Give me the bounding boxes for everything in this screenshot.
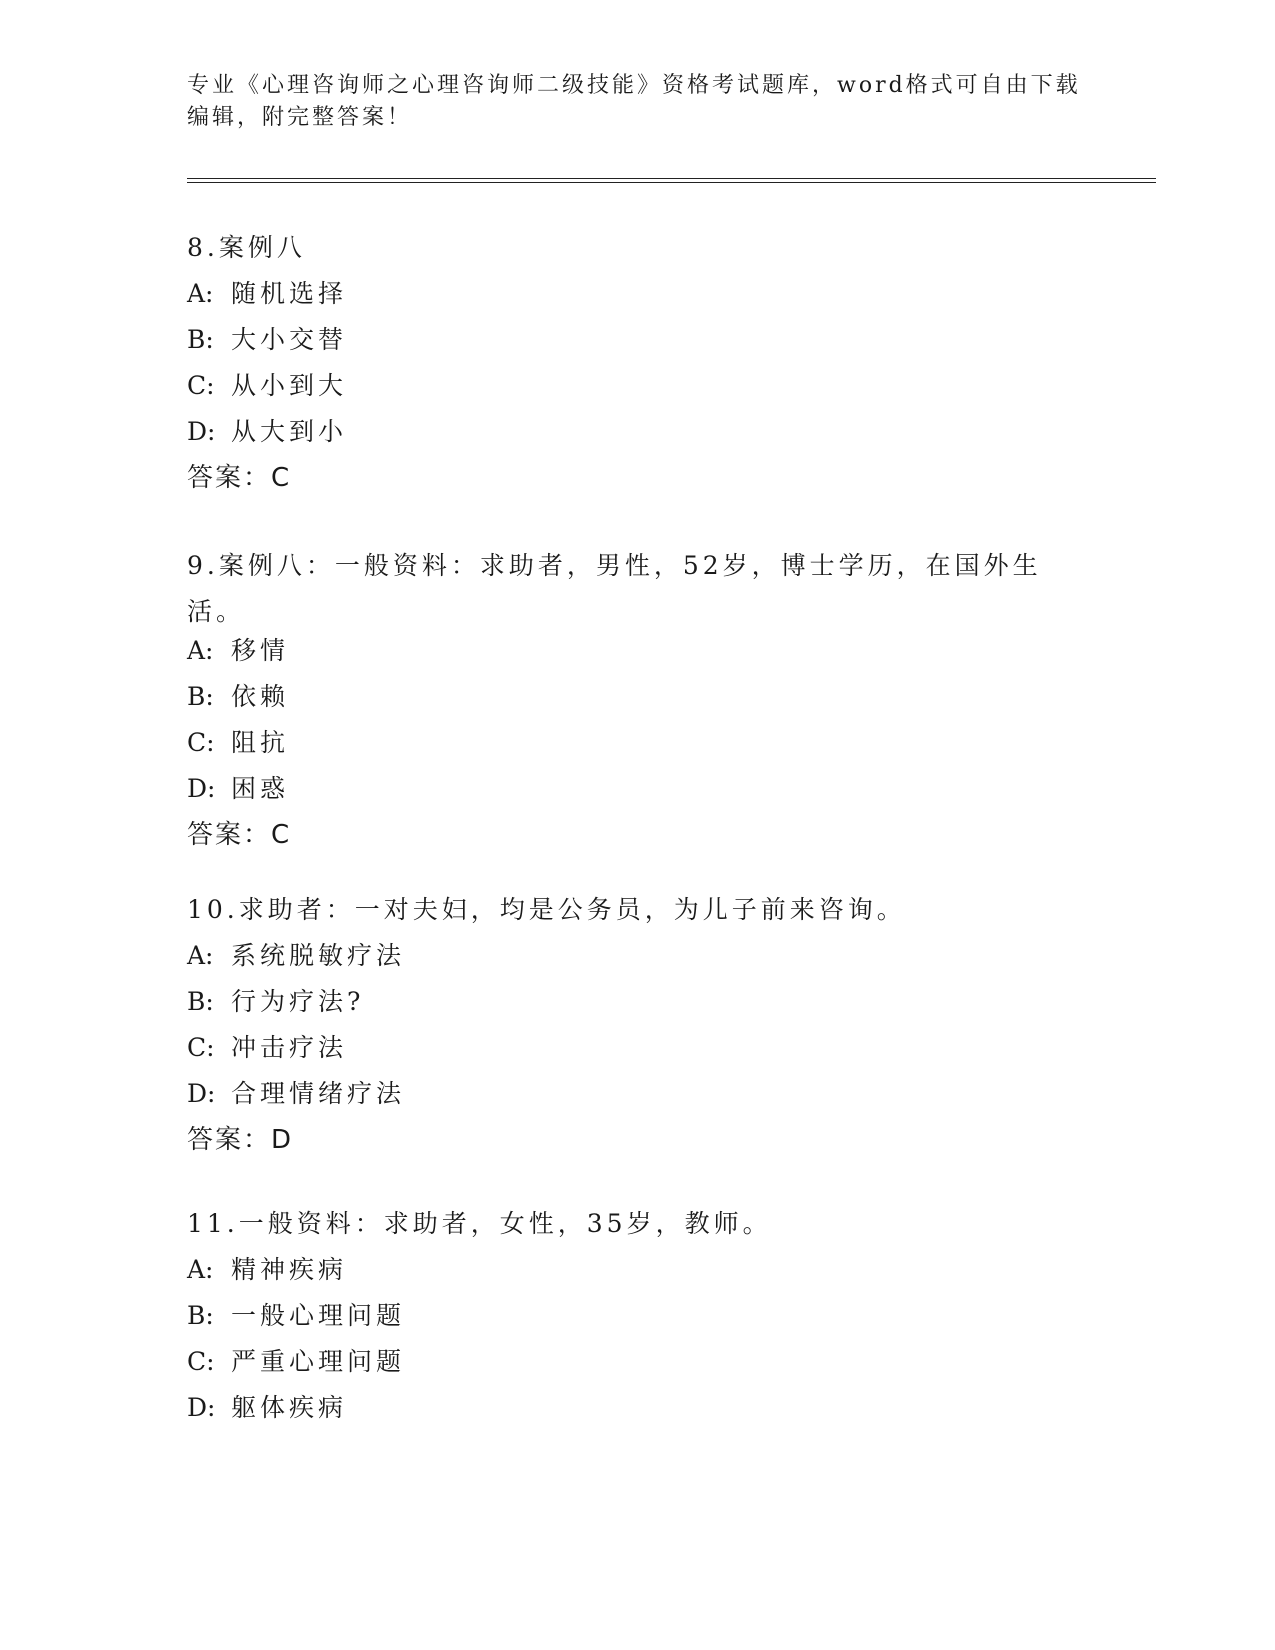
answer-line: 答案：C <box>187 820 292 850</box>
option-key: A: <box>187 636 214 665</box>
option-text: 冲击疗法 <box>231 1033 348 1062</box>
question-title: 8.案例八 <box>187 233 306 262</box>
question-10 <box>187 894 1087 1170</box>
question-title: 11.一般资料：求助者，女性，35岁，教师。 <box>187 1209 772 1238</box>
option-text: 从小到大 <box>231 371 348 400</box>
option-d <box>187 773 1087 819</box>
option-b <box>187 986 1087 1032</box>
question-title: 9.案例八：一般资料：求助者，男性，52岁，博士学历，在国外生活。 <box>187 551 1042 626</box>
option-text: 从大到小 <box>231 417 348 446</box>
option-key: A: <box>187 1255 214 1284</box>
option-c <box>187 1032 1087 1078</box>
option-key: D: <box>187 417 216 446</box>
option-c <box>187 727 1087 773</box>
option-key: B: <box>187 682 214 711</box>
header-double-rule <box>187 178 1156 183</box>
answer-line: 答案：C <box>187 463 292 493</box>
option-text: 随机选择 <box>231 279 348 308</box>
option-key: D: <box>187 774 216 803</box>
question-8 <box>187 232 1087 508</box>
option-b <box>187 681 1087 727</box>
option-key: A: <box>187 941 214 970</box>
option-d <box>187 1078 1087 1124</box>
option-text: 系统脱敏疗法 <box>231 941 406 970</box>
option-d <box>187 416 1087 462</box>
option-key: B: <box>187 1301 214 1330</box>
header-line-1: 专业《心理咨询师之心理咨询师二级技能》资格考试题库，word格式可自由下载 <box>187 73 1081 98</box>
document-header <box>187 70 1087 134</box>
question-11 <box>187 1208 1087 1438</box>
option-text: 躯体疾病 <box>231 1393 348 1422</box>
option-text: 合理情绪疗法 <box>231 1079 406 1108</box>
option-key: D: <box>187 1393 216 1422</box>
option-key: B: <box>187 987 214 1016</box>
option-b <box>187 1300 1087 1346</box>
option-text: 依赖 <box>231 682 290 711</box>
option-c <box>187 1346 1087 1392</box>
option-text: 阻抗 <box>231 728 290 757</box>
option-key: C: <box>187 1347 215 1376</box>
option-a <box>187 278 1087 324</box>
option-key: D: <box>187 1079 216 1108</box>
option-text: 大小交替 <box>231 325 348 354</box>
option-text: 精神疾病 <box>231 1255 348 1284</box>
option-text: 移情 <box>231 636 290 665</box>
option-d <box>187 1392 1087 1438</box>
option-text: 严重心理问题 <box>231 1347 406 1376</box>
option-a <box>187 635 1087 681</box>
option-a <box>187 940 1087 986</box>
answer-line: 答案：D <box>187 1125 294 1155</box>
option-key: C: <box>187 728 215 757</box>
option-b <box>187 324 1087 370</box>
option-text: 困惑 <box>231 774 290 803</box>
option-c <box>187 370 1087 416</box>
header-line-2: 编辑，附完整答案！ <box>187 105 413 130</box>
question-9 <box>187 543 1087 865</box>
option-key: C: <box>187 371 215 400</box>
option-key: A: <box>187 279 214 308</box>
option-text: 一般心理问题 <box>231 1301 406 1330</box>
option-a <box>187 1254 1087 1300</box>
option-key: C: <box>187 1033 215 1062</box>
option-text: 行为疗法? <box>231 987 365 1016</box>
option-key: B: <box>187 325 214 354</box>
question-title: 10.求助者：一对夫妇，均是公务员，为儿子前来咨询。 <box>187 895 906 924</box>
